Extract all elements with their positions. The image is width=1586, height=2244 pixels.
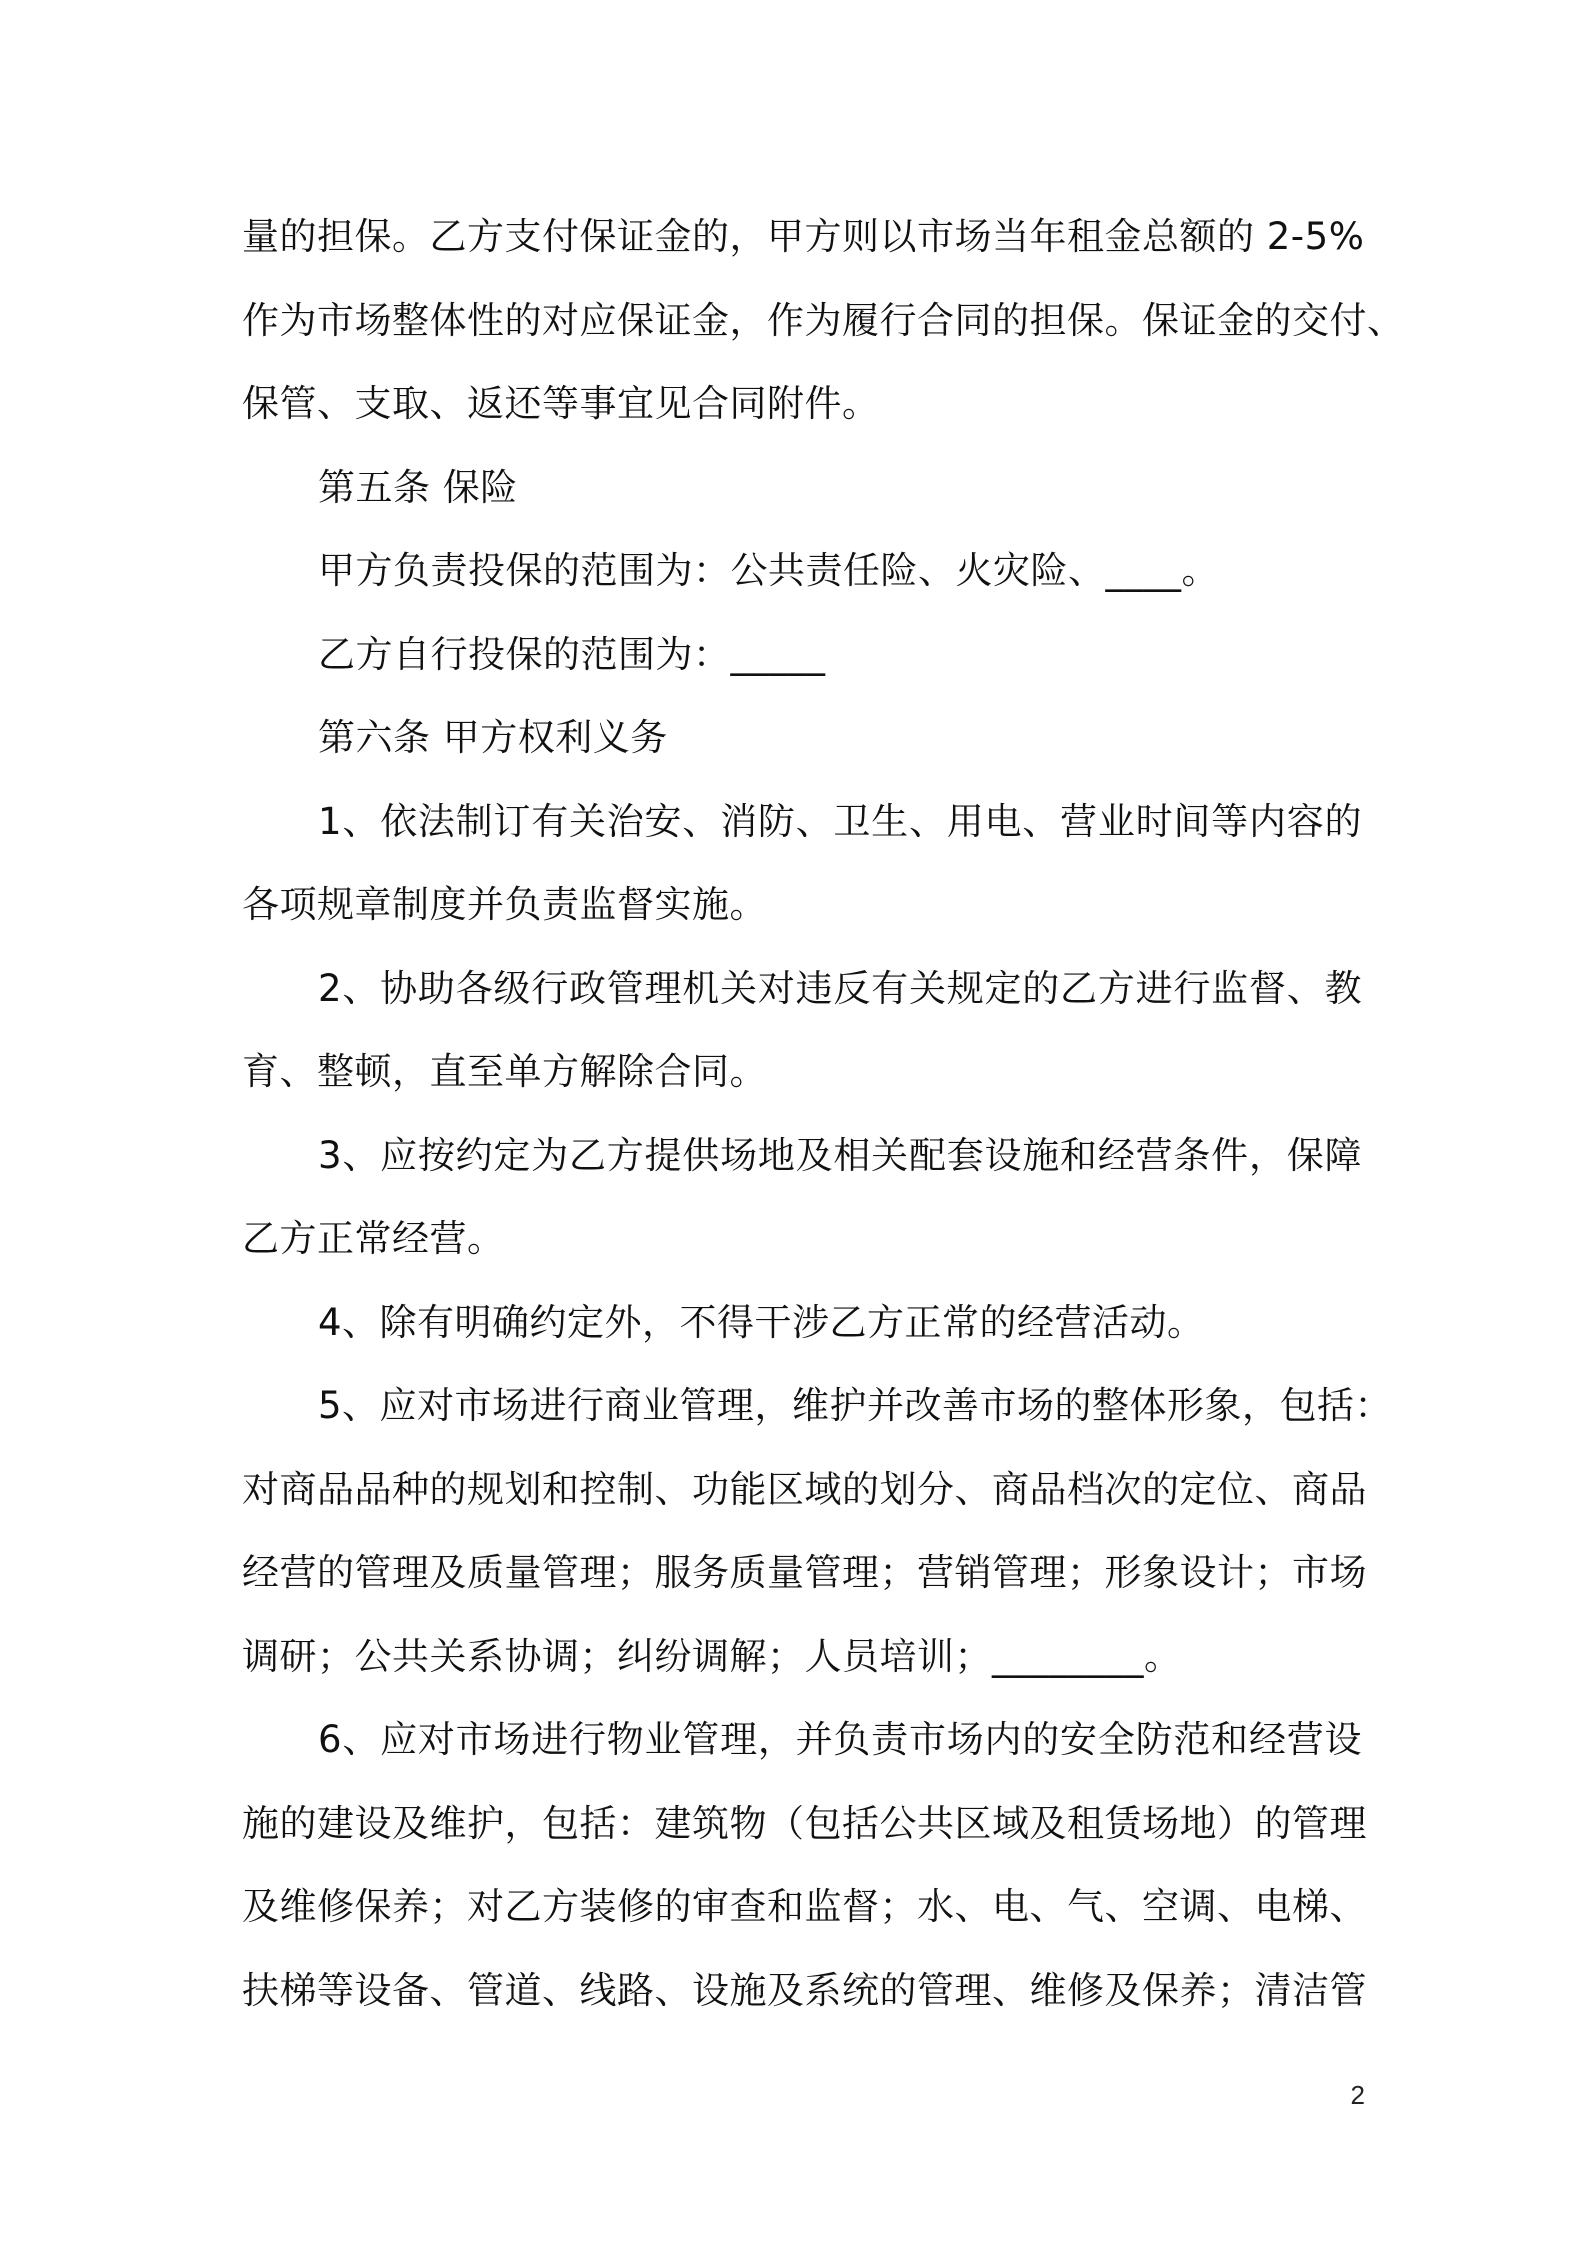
text-line: 作为市场整体性的对应保证金，作为履行合同的担保。保证金的交付、 <box>242 298 1405 342</box>
text-line: 3、应按约定为乙方提供场地及相关配套设施和经营条件，保障 <box>318 1133 1362 1177</box>
text-line: 扶梯等设备、管道、线路、设施及系统的管理、维修及保养；清洁管 <box>242 1968 1367 2012</box>
text-line: 对商品品种的规划和控制、功能区域的划分、商品档次的定位、商品 <box>242 1467 1367 1511</box>
text-line: 4、除有明确约定外，不得干涉乙方正常的经营活动。 <box>318 1300 1205 1344</box>
text-line: 及维修保养；对乙方装修的审查和监督；水、电、气、空调、电梯、 <box>242 1885 1367 1928</box>
text-line: 2、协助各级行政管理机关对违反有关规定的乙方进行监督、教 <box>318 966 1362 1010</box>
text-line: 育、整顿，直至单方解除合同。 <box>242 1050 767 1093</box>
text-line: 各项规章制度并负责监督实施。 <box>242 883 767 926</box>
text-line: 1、依法制订有关治安、消防、卫生、用电、营业时间等内容的 <box>318 799 1362 843</box>
document-body <box>242 195 1405 2032</box>
text-line: 6、应对市场进行物业管理，并负责市场内的安全防范和经营设 <box>318 1718 1362 1761</box>
text-line: 施的建设及维护，包括：建筑物（包括公共区域及租赁场地）的管理 <box>242 1801 1367 1845</box>
page-number: 2 <box>1350 2080 1365 2110</box>
text-line: 量的担保。乙方支付保证金的，甲方则以市场当年租金总额的 2-5% <box>242 215 1365 258</box>
section-heading-article-6: 第六条 甲方权利义务 <box>318 716 668 759</box>
text-line: 乙方自行投保的范围为：_____ <box>318 632 826 676</box>
text-line: 5、应对市场进行商业管理，维护并改善市场的整体形象，包括： <box>318 1384 1393 1427</box>
section-heading-article-5: 第五条 保险 <box>318 465 518 509</box>
text-line: 甲方负责投保的范围为：公共责任险、火灾险、____。 <box>318 549 1219 592</box>
text-line: 调研；公共关系协调；纠纷调解；人员培训；________。 <box>242 1634 1182 1678</box>
text-line: 乙方正常经营。 <box>242 1217 505 1260</box>
text-line: 经营的管理及质量管理；服务质量管理；营销管理；形象设计；市场 <box>242 1551 1367 1594</box>
text-line: 保管、支取、返还等事宜见合同附件。 <box>242 382 880 425</box>
